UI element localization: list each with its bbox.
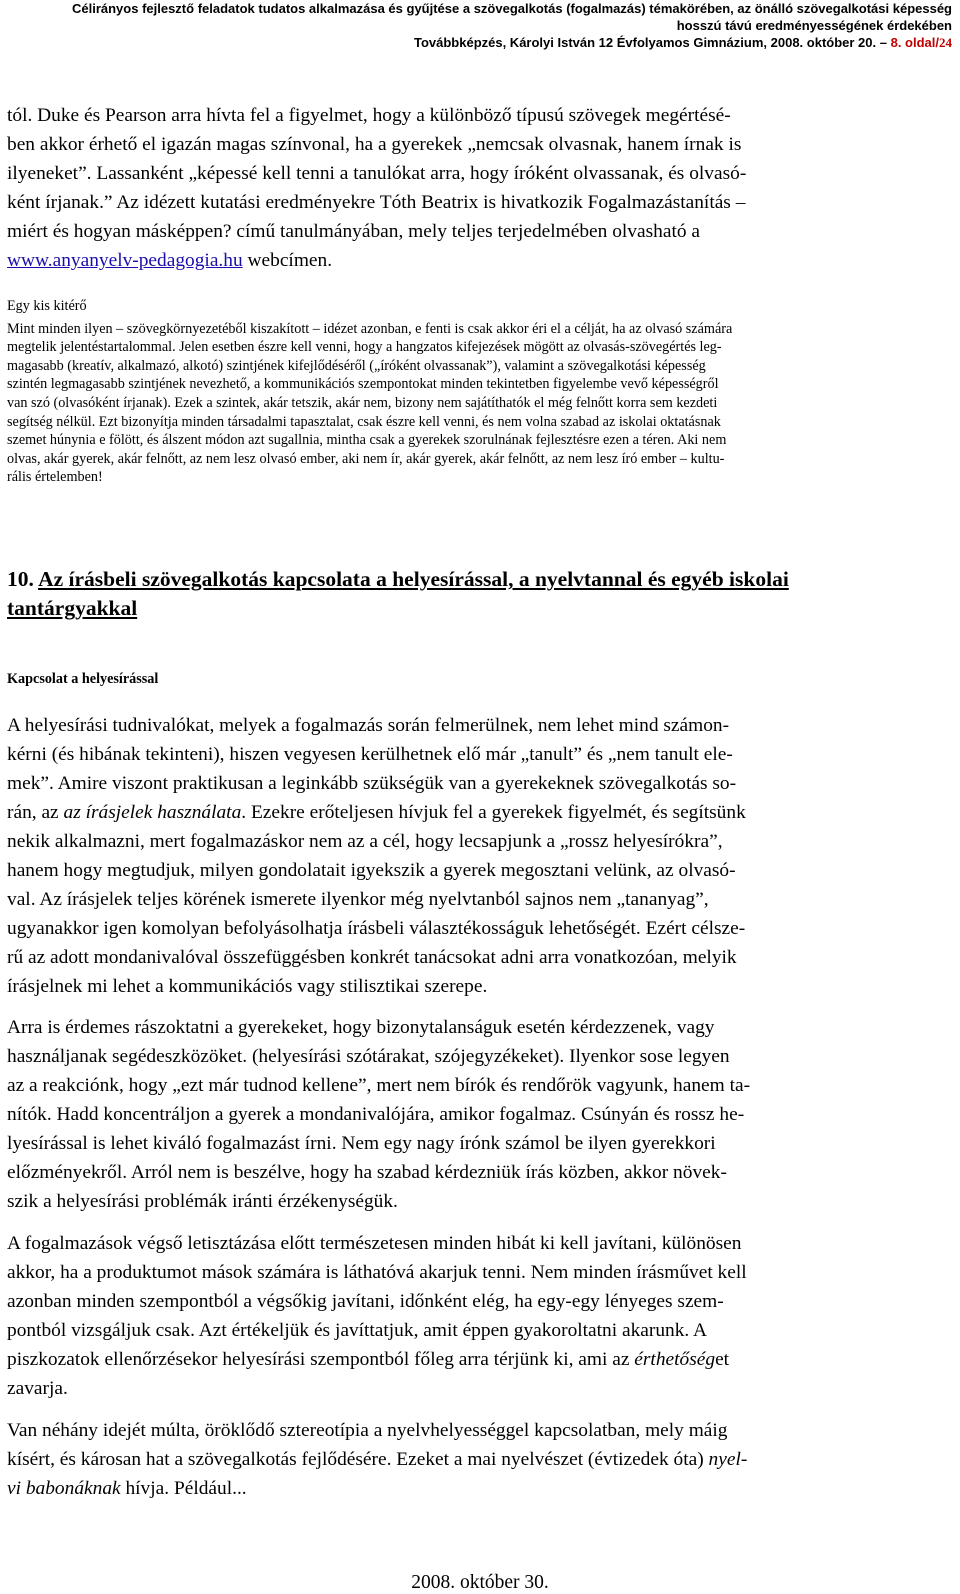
page-header (0, 0, 952, 51)
p2-line: Arra is érdemes rászoktatni a gyerekeket, hogy bizonytalanságuk esetén kérdezzenek, vagy (7, 1017, 715, 1038)
section-number: 10. (7, 567, 39, 591)
aside-line: olvas, akár gyerek, akár felnőtt, az nem lesz olvasó ember, aki nem ír, akár gyerek, akár felnőtt, az nem lesz író ember – kultu- (7, 450, 725, 467)
aside-line: szemet húnynia e fölött, és álszent módon azt sugallnia, mintha csak a gyerekek szorulnának fejlesztésre ezen a téren. Aki nem (7, 432, 727, 449)
aside-line: megtelik jelentéstartalommal. Jelen esetben észre kell venni, hogy a hangzatos kifejezések mögött az olvasás-szövegértés leg- (7, 339, 722, 356)
paragraph-1 (7, 711, 949, 1001)
header-page-label (887, 35, 952, 50)
header-title-line-2: hosszú távú eredményességének érdekében (676, 18, 952, 33)
section-heading-line-2: tantárgyakkal (7, 596, 138, 620)
p2-line: előzményekről. Arról nem is beszélve, hogy ha szabad kérdezniük írás közben, akkor növek- (7, 1162, 727, 1183)
p1-line: val. Az írásjelek teljes körének ismerete ilyenkor még nyelvtanból sajnos nem „tananyag”, (7, 889, 709, 910)
intro-line-end: webcímen. (242, 250, 333, 271)
intro-line: ben akkor érhető el igazán magas színvonal, ha a gyerekek „nemcsak olvasnak, hanem írnak is (7, 134, 742, 155)
aside-line: van szó (olvasóként írjanak). Ezek a szintek, akár tetszik, akár nem, bizony nem sajátíthatók el még felnőtt korra sem kezdeti (7, 394, 718, 411)
subsection-heading: Kapcsolat a helyesírással (7, 671, 159, 687)
aside-line: Mint minden ilyen – szövegkörnyezetéből kiszakított – idézet azonban, e fenti is csak akkor éri el a célját, ha az olvasó számára (7, 320, 733, 337)
p2-line: nítók. Hadd koncentráljon a gyerek a mondanivalójára, amikor fogalmaz. Csúnyán és rossz he- (7, 1104, 745, 1125)
p1-emphasis: az írásjelek használata (63, 802, 242, 823)
section-heading-line-1 (7, 565, 949, 594)
p4-line (7, 1445, 949, 1474)
p3-line: pontból vizsgáljuk csak. Azt értékeljük és javíttatjuk, amit éppen gyakoroltatni akarunk. A (7, 1320, 708, 1341)
p1-line (7, 798, 949, 827)
p2-line: az a reakciónk, hogy „ezt már tudnod kellene”, mert nem bírók és rendőrök vagyunk, hanem ta- (7, 1075, 751, 1096)
page-footer-date: 2008. október 30. (411, 1572, 549, 1593)
p4-line (7, 1474, 949, 1503)
paragraph-4 (7, 1416, 949, 1503)
p4-text: hívja. Például... (120, 1478, 247, 1499)
p1-line: nekik alkalmazni, mert fogalmazáskor nem az a cél, hogy lecsapjunk a „rossz helyesírókra”, (7, 831, 723, 852)
p3-line (7, 1345, 949, 1374)
p1-line: rű az adott mondanivalóval összefüggésben konkrét tanácsokat adni arra vonatkozóan, melyik (7, 947, 737, 968)
p2-line: használjanak segédeszközöket. (helyesírási szótárakat, szójegyzékeket). Ilyenkor sose legyen (7, 1046, 730, 1067)
p4-text: kísért, és károsan hat a szövegalkotás fejlődésére. Ezeket a mai nyelvészet (évtizedek óta) (7, 1449, 709, 1470)
paragraph-3 (7, 1229, 949, 1403)
p3-line: zavarja. (7, 1378, 68, 1399)
p4-emphasis: nyel- (708, 1449, 748, 1470)
website-link[interactable]: www.anyanyelv-pedagogia.hu (7, 250, 243, 271)
header-title-line-1: Célirányos fejlesztő feladatok tudatos alkalmazása és gyűjtése a szövegalkotás (fogalmazás) témakörében, az önálló szövegalkotási képesség (71, 1, 952, 16)
p1-line: mek”. Amire viszont praktikusan a leginkább szükségük van a gyerekeknek szövegalkotás so- (7, 773, 737, 794)
p2-line: szik a helyesírási problémák iránti érzékenységük. (7, 1191, 398, 1212)
section-heading (7, 565, 949, 623)
aside-line: magasabb (kreatív, alkalmazó, alkotó) szintjének kifejlődéséről („íróként olvassanak”), valamint a szövegalkotási képesség (7, 357, 706, 374)
p3-text: piszkozatok ellenőrzésekor helyesírási szempontból főleg arra térjünk ki, ami az (7, 1349, 635, 1370)
aside-box (7, 297, 949, 487)
p1-line: A helyesírási tudnivalókat, melyek a fogalmazás során felmerülnek, nem lehet mind számon- (7, 715, 730, 736)
intro-line (7, 246, 949, 275)
intro-line: tól. Duke és Pearson arra hívta fel a figyelmet, hogy a különböző típusú szövegek megértésé- (7, 105, 731, 126)
p4-emphasis: vi babonáknak (7, 1478, 121, 1499)
p3-line: A fogalmazások végső letisztázása előtt természetesen minden hibát ki kell javítani, különösen (7, 1233, 742, 1254)
p1-line: ugyanakkor igen komolyan befolyásolhatja írásbeli választékosságuk lehetőségét. Ezért célsze- (7, 918, 746, 939)
p1-line: hanem hogy megtudjuk, milyen gondolatait igyekszik a gyerek megosztani velünk, az olvasó- (7, 860, 736, 881)
paragraph-2 (7, 1013, 949, 1216)
page-total: 24 (939, 35, 952, 50)
page-label: 8. oldal/ (890, 35, 939, 50)
section-title: Az írásbeli szövegalkotás kapcsolata a helyesírással, a nyelvtannal és egyéb iskolai (38, 567, 789, 591)
intro-line: ként írjanak.” Az idézett kutatási eredményekre Tóth Beatrix is hivatkozik Fogalmazástanítás – (7, 192, 746, 213)
intro-line: ilyeneket”. Lassanként „képessé kell tenni a tanulókat arra, hogy íróként olvassanak, és olvasó- (7, 163, 747, 184)
aside-title: Egy kis kitérő (7, 298, 87, 314)
p4-line: Van néhány idejét múlta, öröklődő sztereotípia a nyelvhelyességgel kapcsolatban, mely máig (7, 1420, 728, 1441)
intro-paragraph (7, 101, 949, 275)
header-event-line (0, 34, 952, 51)
aside-line: szintén legmagasabb szintjének nevezhető, a kommunikációs szempontokat minden tekintetben figyelembe vevő képességről (7, 376, 719, 393)
p2-line: lyesírással is lehet kiváló fogalmazást írni. Nem egy nagy írónk számol be ilyen gyerekkori (7, 1133, 716, 1154)
p3-text: et (715, 1349, 730, 1370)
p1-text: . Ezekre erőteljesen hívjuk fel a gyerekek figyelmét, és segítsünk (241, 802, 746, 823)
header-event: Továbbképzés, Károlyi István 12 Évfolyamos Gimnázium, 2008. október 20. – (413, 35, 887, 50)
p3-line: akkor, ha a produktumot mások számára is láthatóvá akarjuk tenni. Nem minden írásművet kell (7, 1262, 747, 1283)
aside-line: rális értelemben! (7, 469, 103, 486)
aside-line: segítség nélkül. Ezt bizonyítja minden társadalmi tapasztalat, csak észre kell venni, és nem volna szabad az iskolai oktatásnak (7, 413, 721, 430)
p1-line: kérni (és hibának tekinteni), hiszen vegyesen kerülhetnek elő már „tanult” és „nem tanult ele- (7, 744, 733, 765)
intro-line: miért és hogyan másképpen? című tanulmányában, mely teljes terjedelmében olvasható a (7, 221, 700, 242)
p3-emphasis: érthetőség (634, 1349, 716, 1370)
p1-text: rán, az (7, 802, 64, 823)
p3-line: azonban minden szempontból a végsőkig javítani, időnként elég, ha egy-egy lényeges szem- (7, 1291, 724, 1312)
p1-line: írásjelnek mi lehet a kommunikációs vagy stilisztikai szerepe. (7, 976, 488, 997)
